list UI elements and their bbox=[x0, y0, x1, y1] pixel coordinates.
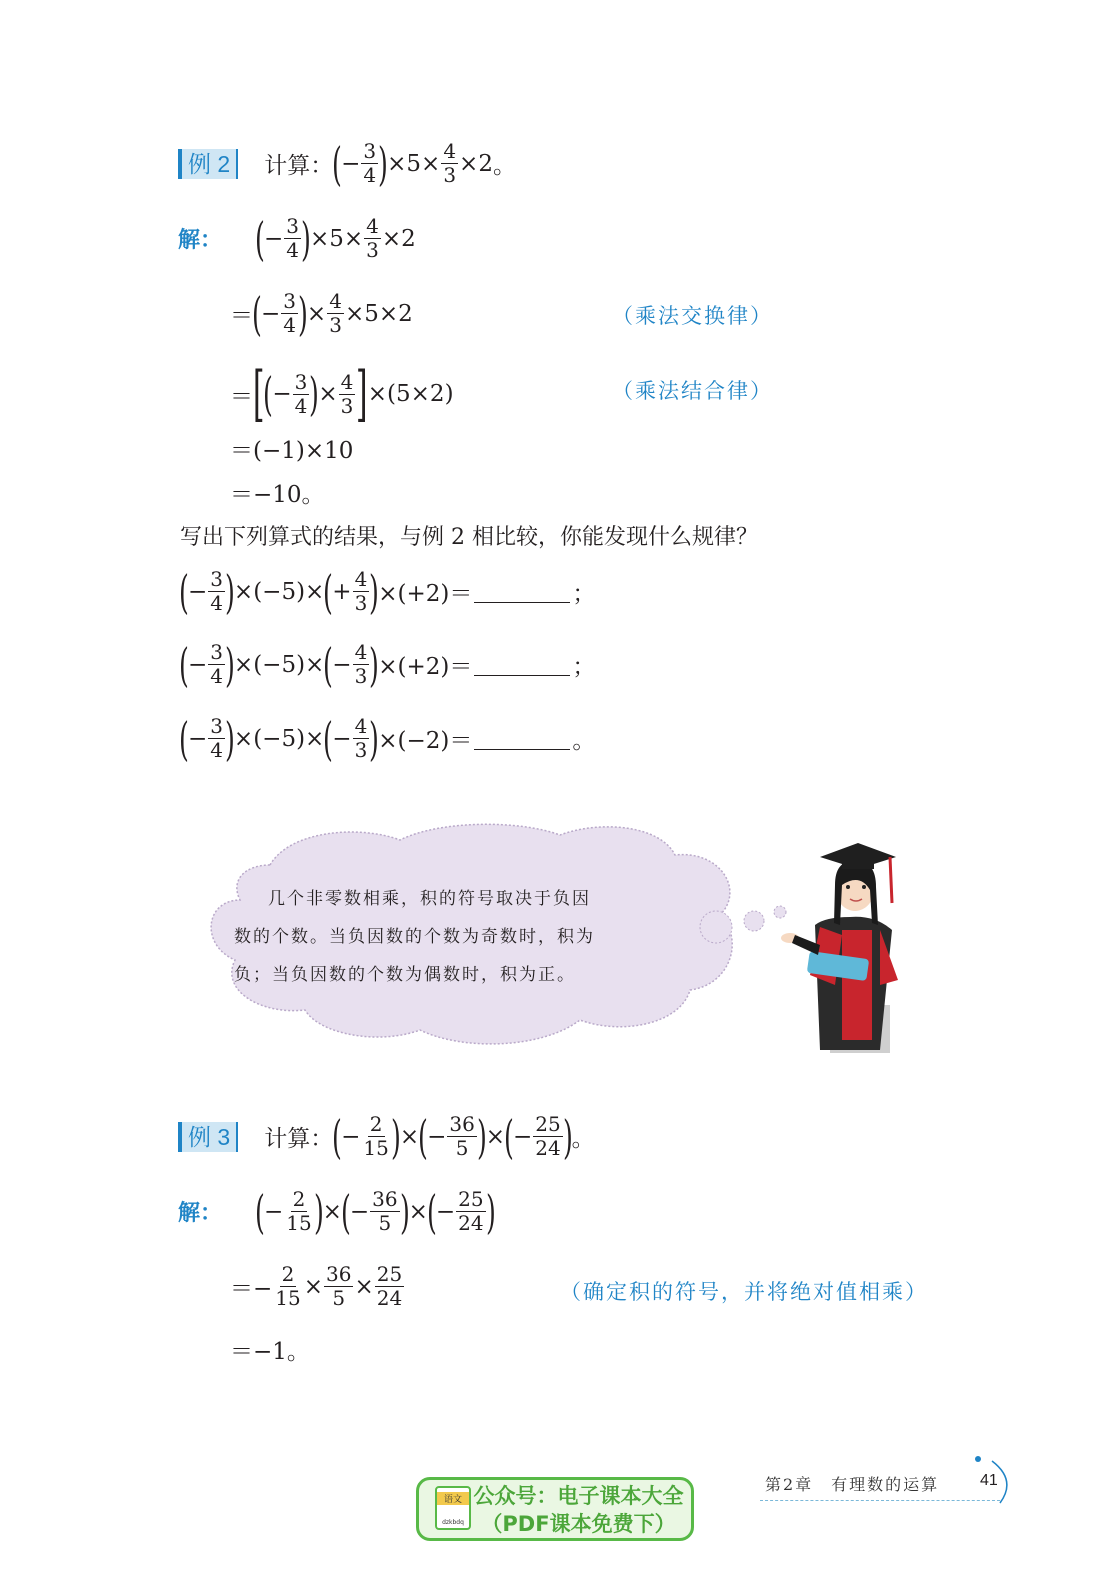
page-arc-decoration bbox=[972, 1455, 1017, 1510]
fraction: $\frac{4}{3}$ bbox=[366, 214, 379, 262]
footer-rule bbox=[760, 1500, 1000, 1501]
note-sign-rule: （确定积的符号，并将绝对值相乘） bbox=[560, 1280, 928, 1304]
example-label: 例 3 bbox=[178, 1122, 238, 1152]
solution-label: 解： bbox=[178, 1201, 223, 1226]
solution-line-3: ＝ [ ( − $\frac{3}{4}$ ) × $\frac{4}{3}$ ] ×(5×2) bbox=[230, 359, 454, 429]
answer-blank-1[interactable] bbox=[474, 580, 570, 603]
fraction: $\frac{3}{4}$ bbox=[363, 139, 377, 187]
fraction: $\frac{4}{3}$ bbox=[329, 289, 342, 337]
solution-line-2: ＝ ( − $\frac{3}{4}$ ) × $\frac{4}{3}$ × 5 × 2 bbox=[230, 286, 413, 341]
example-3-solution-line-1: 解： ( − $\frac{2}{15}$ ) × ( − $\frac{36}{5}$ ) × ( − $\frac{25}{24}$ ) bbox=[178, 1184, 496, 1239]
example-label: 例 2 bbox=[178, 149, 238, 179]
fraction: $\frac{3}{4}$ bbox=[283, 289, 296, 337]
note-associative: （乘法结合律） bbox=[612, 379, 773, 403]
watermark-line-2: （PDF课本免费下） bbox=[481, 1512, 676, 1536]
book-icon: 语文 dzkbdq bbox=[435, 1486, 471, 1530]
solution-line-1: 解： ( − $\frac{3}{4}$ ) × 5 × $\frac{4}{3}$ × 2 bbox=[178, 211, 416, 266]
page-number: 41 bbox=[980, 1472, 998, 1489]
fraction: $\frac{3}{4}$ bbox=[294, 369, 308, 418]
chapter-title: 第2章 有理数的运算 bbox=[765, 1475, 940, 1494]
watermark-line-1: 公众号：电子课本大全 bbox=[473, 1484, 684, 1508]
fraction: $\frac{4}{3}$ bbox=[443, 139, 457, 187]
fraction: $\frac{3}{4}$ bbox=[286, 214, 299, 262]
question-expression-2: ( − $\frac{3}{4}$ ) ×(−5)× ( − $\frac{4}{3}$ ) ×(+2)＝ ； bbox=[179, 637, 596, 692]
cloud-line-2: 数的个数。当负因数的个数为奇数时，积为 bbox=[234, 927, 595, 947]
example-3-solution-line-2: ＝− $\frac{2}{15}$ × $\frac{36}{5}$ × $\frac{25}{24}$ bbox=[230, 1262, 403, 1310]
answer-blank-2[interactable] bbox=[474, 653, 570, 676]
example-3-solution-line-3: ＝−1。 bbox=[230, 1339, 310, 1365]
fraction: $\frac{4}{3}$ bbox=[340, 369, 354, 418]
note-commutative: （乘法交换律） bbox=[612, 304, 773, 328]
cloud-line-1: 几个非零数相乘，积的符号取决于负因 bbox=[268, 889, 591, 909]
cloud-text bbox=[234, 880, 664, 994]
question-expression-1: ( − $\frac{3}{4}$ ) ×(−5)× ( + $\frac{4}{3}$ ) ×(+2)＝ ； bbox=[179, 564, 596, 619]
solution-label: 解： bbox=[178, 228, 223, 253]
watermark-badge bbox=[416, 1477, 694, 1541]
question-expression-3: ( − $\frac{3}{4}$ ) ×(−5)× ( − $\frac{4}{3}$ ) ×(−2)＝ 。 bbox=[179, 711, 596, 766]
cloud-line-3: 负；当负因数的个数为偶数时，积为正。 bbox=[234, 965, 576, 985]
graduate-girl-illustration bbox=[780, 835, 910, 1055]
example-2-heading: 例 2 计算： ( − $\frac{3}{4}$ ) × 5 × $\frac{4}{3}$ × 2 。 bbox=[178, 140, 516, 187]
solution-line-4: ＝(−1)×10 bbox=[230, 438, 354, 464]
prompt-text: 计算： bbox=[264, 1126, 334, 1152]
answer-blank-3[interactable] bbox=[474, 727, 570, 750]
example-3-heading: 例 3 计算： ( − $\frac{2}{15}$ ) × ( − $\frac{36}{5}$ ) × ( − $\frac{25}{24}$ ) 。 bbox=[178, 1113, 595, 1160]
question-text: 写出下列算式的结果，与例 2 相比较，你能发现什么规律？ bbox=[180, 525, 758, 550]
prompt-text: 计算： bbox=[264, 153, 334, 179]
solution-line-5: ＝−10。 bbox=[230, 482, 325, 508]
